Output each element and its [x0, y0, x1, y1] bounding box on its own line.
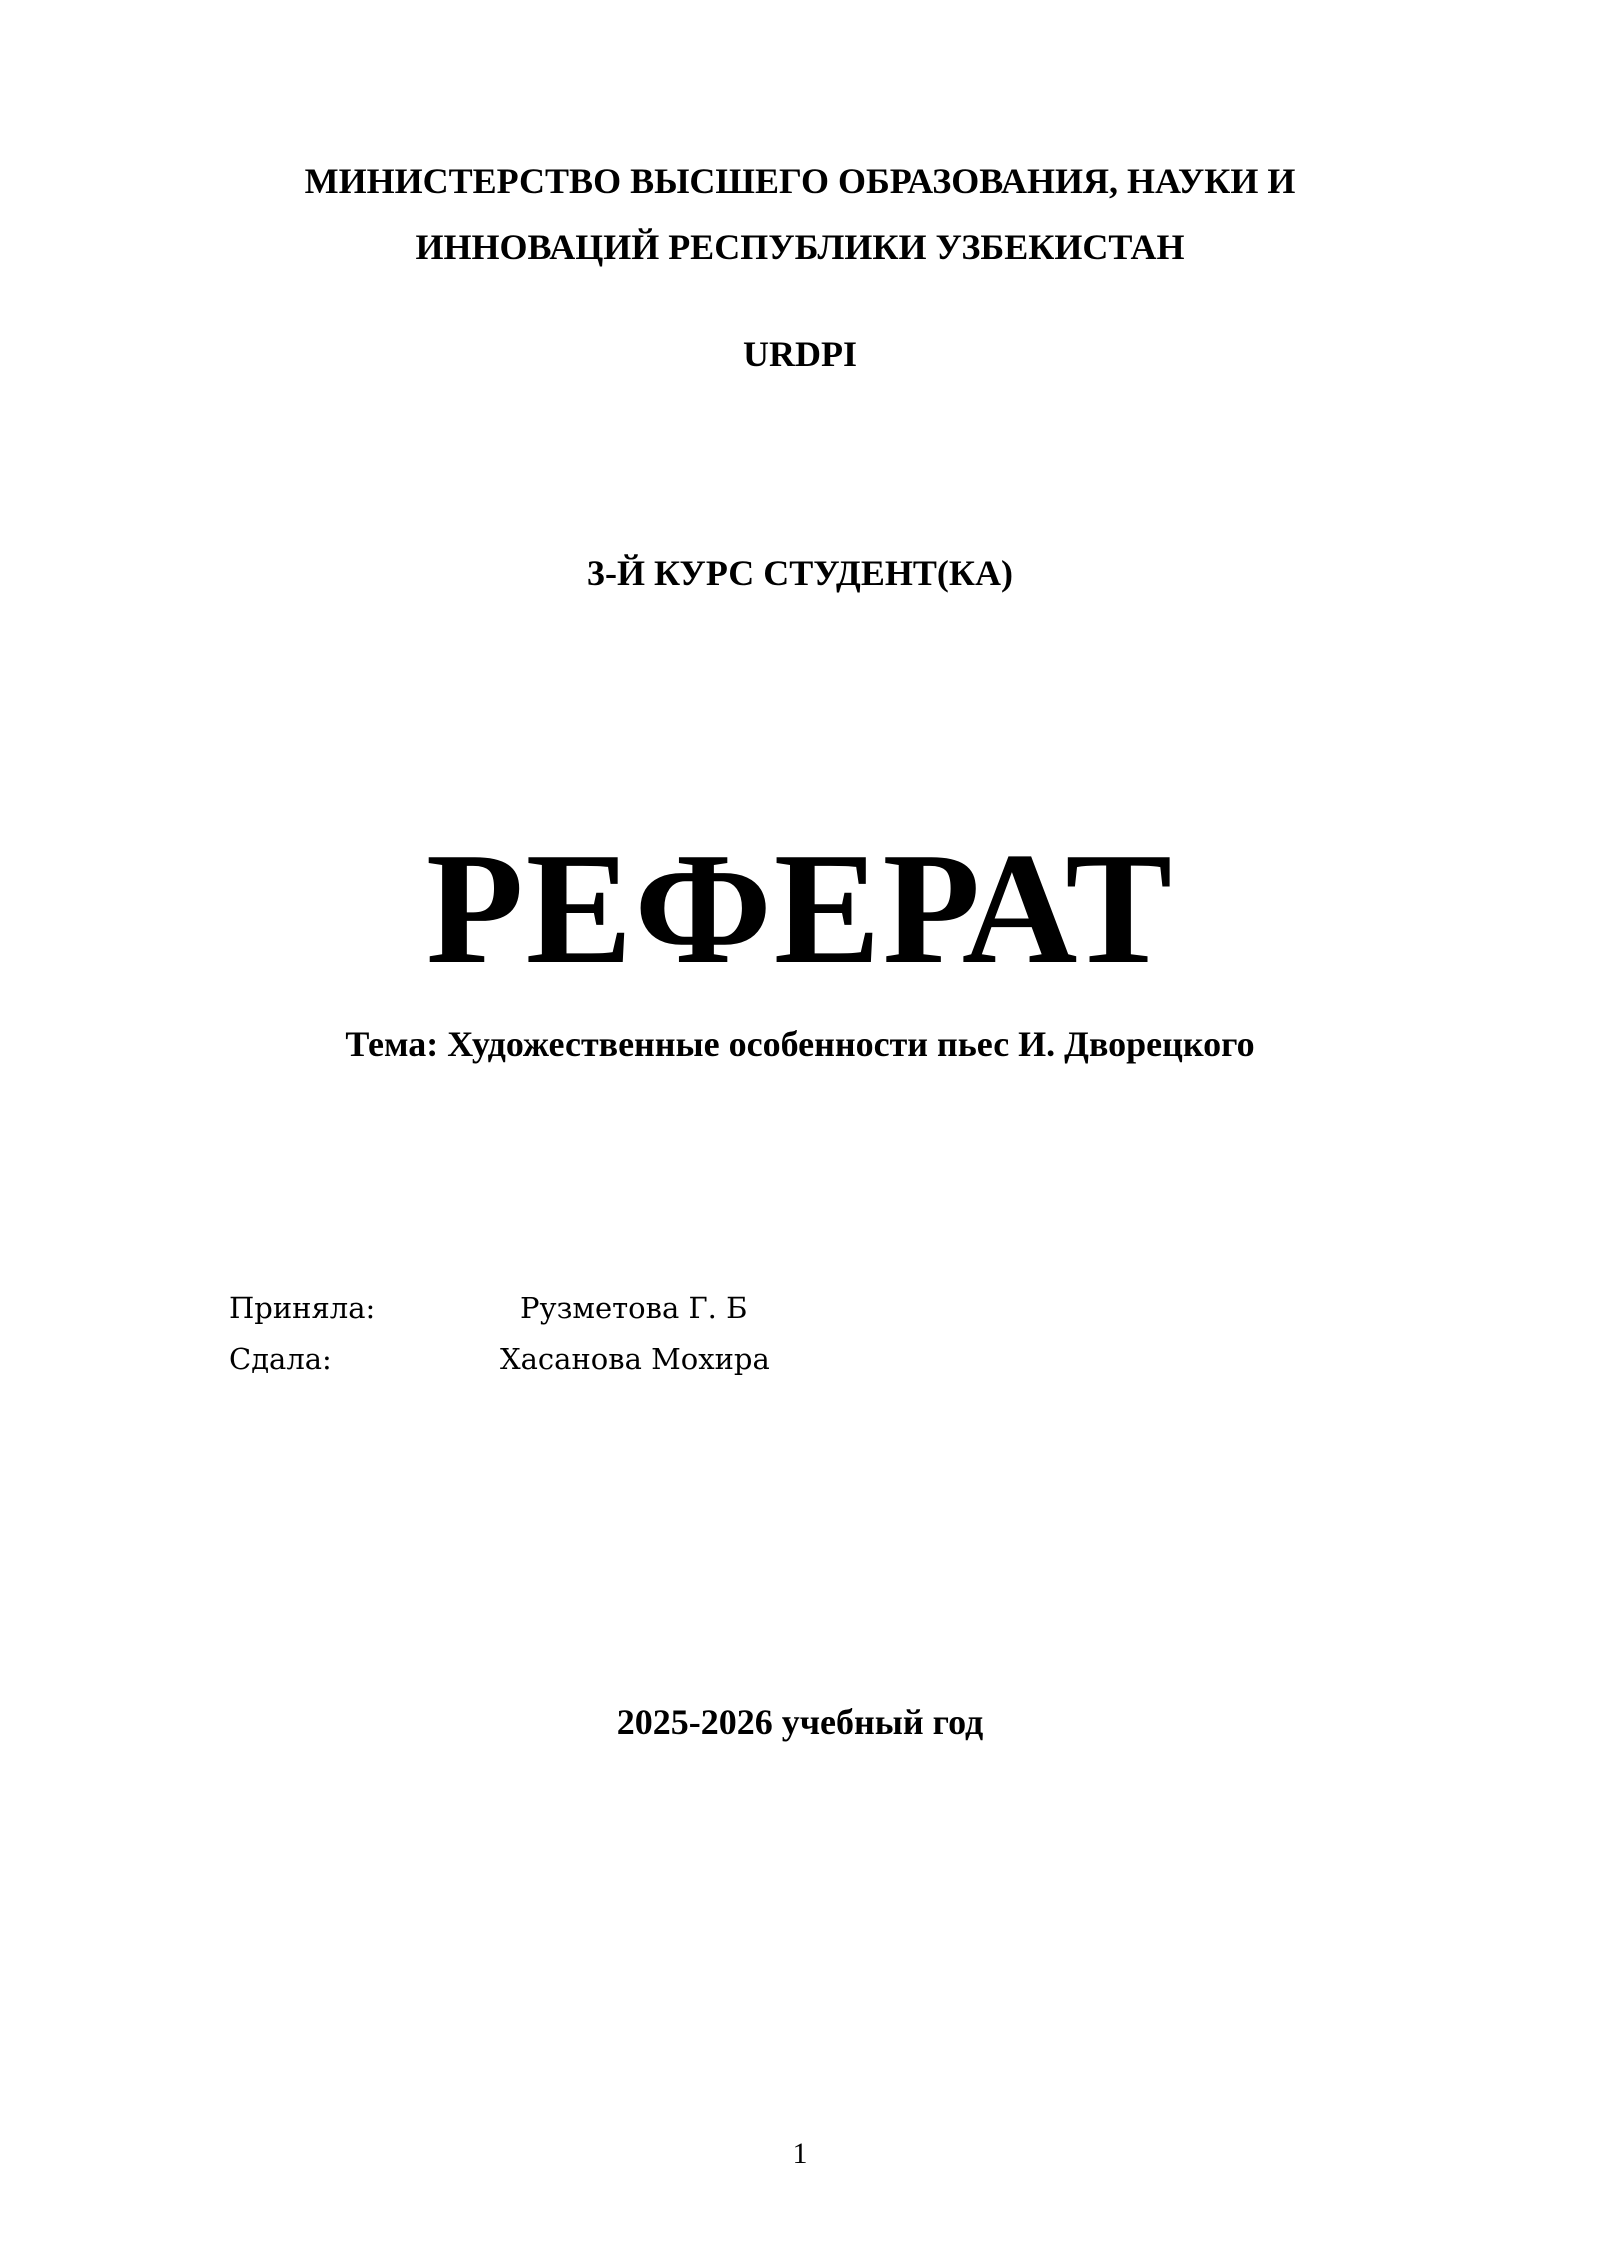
academic-year: 2025-2026 учебный год	[616, 1702, 984, 1742]
student-course: 3-Й КУРС СТУДЕНТ(КА)	[587, 553, 1013, 593]
accepted-name: Рузметова Г. Б	[520, 1291, 748, 1325]
page-number: 1	[792, 2137, 808, 2170]
ministry-line-1: МИНИСТЕРСТВО ВЫСШЕГО ОБРАЗОВАНИЯ, НАУКИ И	[304, 161, 1296, 201]
document-title: РЕФЕРАТ	[425, 819, 1175, 997]
ministry-line-2: ИННОВАЦИЙ РЕСПУБЛИКИ УЗБЕКИСТАН	[415, 227, 1185, 267]
submitted-name: Хасанова Мохира	[500, 1342, 770, 1376]
institute-name: URDPI	[743, 334, 857, 374]
submitted-label: Сдала:	[229, 1342, 332, 1376]
accepted-label: Приняла:	[229, 1291, 376, 1325]
document-topic: Тема: Художественные особенности пьес И. Дворецкого	[345, 1024, 1255, 1064]
ministry-heading	[0, 148, 1600, 280]
